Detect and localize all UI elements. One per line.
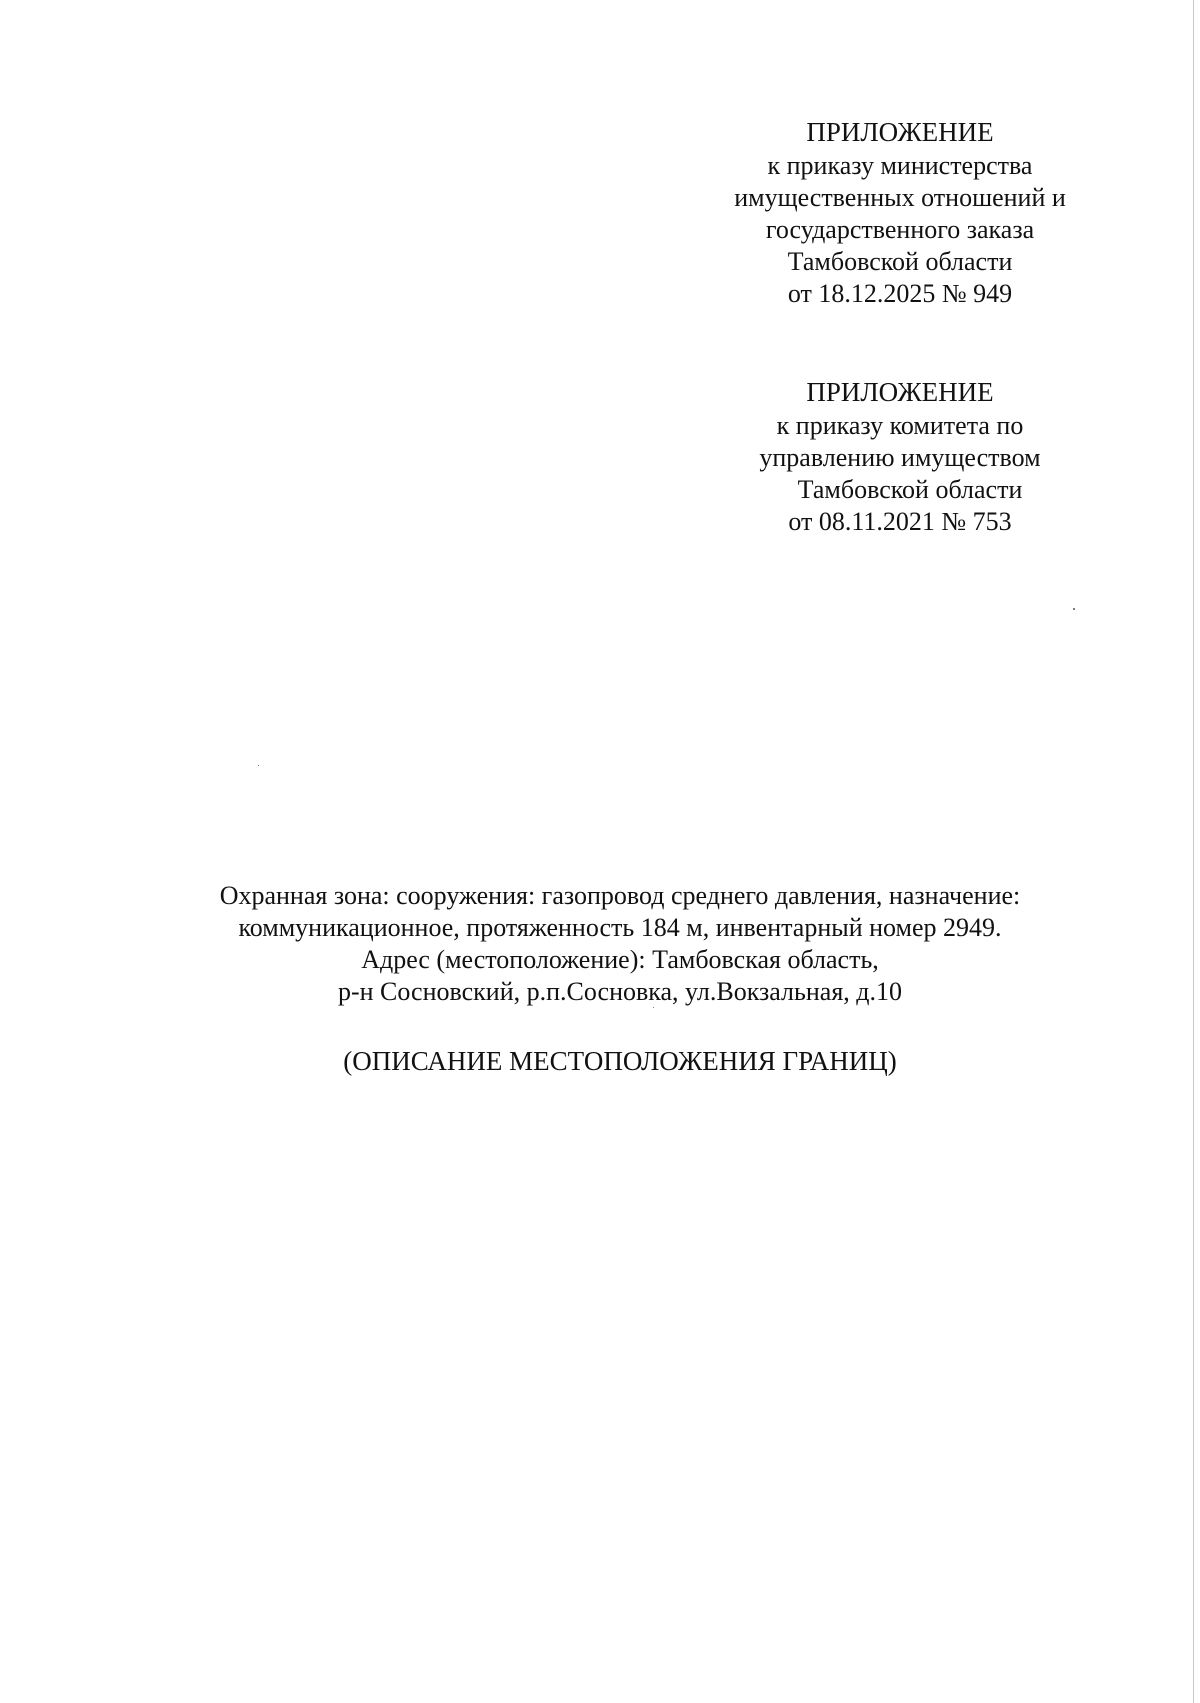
description-line: Адрес (местоположение): Тамбовская область, <box>361 945 879 974</box>
description-line: Охранная зона: сооружения: газопровод среднего давления, назначение: <box>219 881 1021 910</box>
appendix-original <box>700 374 1100 538</box>
appendix-original-line: от 08.11.2021 № 753 <box>788 507 1012 536</box>
appendix-current-line: от 18.12.2025 № 949 <box>787 279 1013 308</box>
boundary-description-title: (ОПИСАНИЕ МЕСТОПОЛОЖЕНИЯ ГРАНИЦ) <box>343 1046 897 1076</box>
appendix-current-line: Тамбовской области <box>787 247 1013 276</box>
scan-edge-line <box>1193 0 1194 1703</box>
description-line: р-н Сосновский, р.п.Сосновка, ул.Вокзальная, д.10 <box>337 977 903 1006</box>
appendix-original-heading: ПРИЛОЖЕНИЕ <box>806 377 994 407</box>
appendix-original-line: к приказу комитета по <box>776 411 1024 440</box>
appendix-original-line: Тамбовской области <box>797 475 1023 504</box>
appendix-current-line: к приказу министерства <box>767 151 1033 180</box>
protection-zone-description <box>150 880 1090 1008</box>
scan-speck <box>1073 608 1075 610</box>
appendix-current-heading: ПРИЛОЖЕНИЕ <box>806 117 994 147</box>
description-line: коммуникационное, протяженность 184 м, инвентарный номер 2949. <box>238 913 1002 942</box>
appendix-original-line: управлению имуществом <box>759 443 1041 472</box>
appendix-current-line: имущественных отношений и <box>734 183 1066 212</box>
scan-speck <box>653 1007 654 1008</box>
appendix-current-line: государственного заказа <box>765 215 1035 244</box>
appendix-current <box>700 114 1100 310</box>
scan-speck <box>258 765 259 766</box>
